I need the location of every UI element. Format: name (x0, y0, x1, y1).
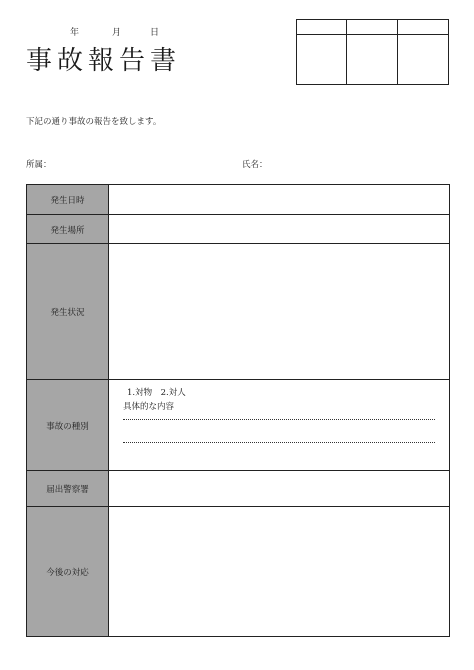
date-day-label: 日 (150, 28, 160, 38)
row-label: 届出警察署 (27, 471, 109, 507)
police-station-field[interactable] (109, 471, 449, 507)
date-year-label: 年 (70, 28, 80, 38)
dotted-line (123, 419, 435, 420)
date-month-label: 月 (112, 28, 122, 38)
occurred-datetime-field[interactable] (109, 185, 449, 214)
row-accident-type (27, 379, 449, 471)
row-label: 発生日時 (27, 185, 109, 214)
row-occurred-place (27, 214, 449, 244)
dotted-line (123, 442, 435, 443)
accident-type-options: 1.対物 2.対人 (127, 388, 186, 398)
name-label: 氏名： (242, 160, 268, 170)
affiliation-label: 所属： (26, 160, 52, 170)
occurred-place-field[interactable] (109, 215, 449, 244)
stamp-header-cell (398, 20, 448, 35)
accident-detail-label: 具体的な内容 (123, 402, 175, 412)
stamp-cell[interactable] (347, 35, 397, 84)
intro-text: 下記の通り事故の報告を致します。 (26, 117, 162, 127)
stamp-cell[interactable] (297, 35, 347, 84)
accident-type-field[interactable] (109, 380, 449, 471)
stamp-header-cell (297, 20, 347, 35)
row-occurred-datetime (27, 185, 449, 214)
report-form-table (26, 184, 450, 637)
future-response-field[interactable] (109, 507, 449, 636)
stamp-cell[interactable] (398, 35, 448, 84)
document-title: 事故報告書 (26, 46, 182, 76)
row-label: 発生場所 (27, 215, 109, 244)
approval-stamp-box (296, 19, 449, 85)
row-future-response (27, 506, 449, 636)
stamp-header-cell (347, 20, 397, 35)
row-label: 事故の種別 (27, 380, 109, 471)
row-situation (27, 243, 449, 380)
row-label: 発生状況 (27, 244, 109, 380)
row-police-station (27, 470, 449, 507)
situation-field[interactable] (109, 244, 449, 380)
row-label: 今後の対応 (27, 507, 109, 636)
